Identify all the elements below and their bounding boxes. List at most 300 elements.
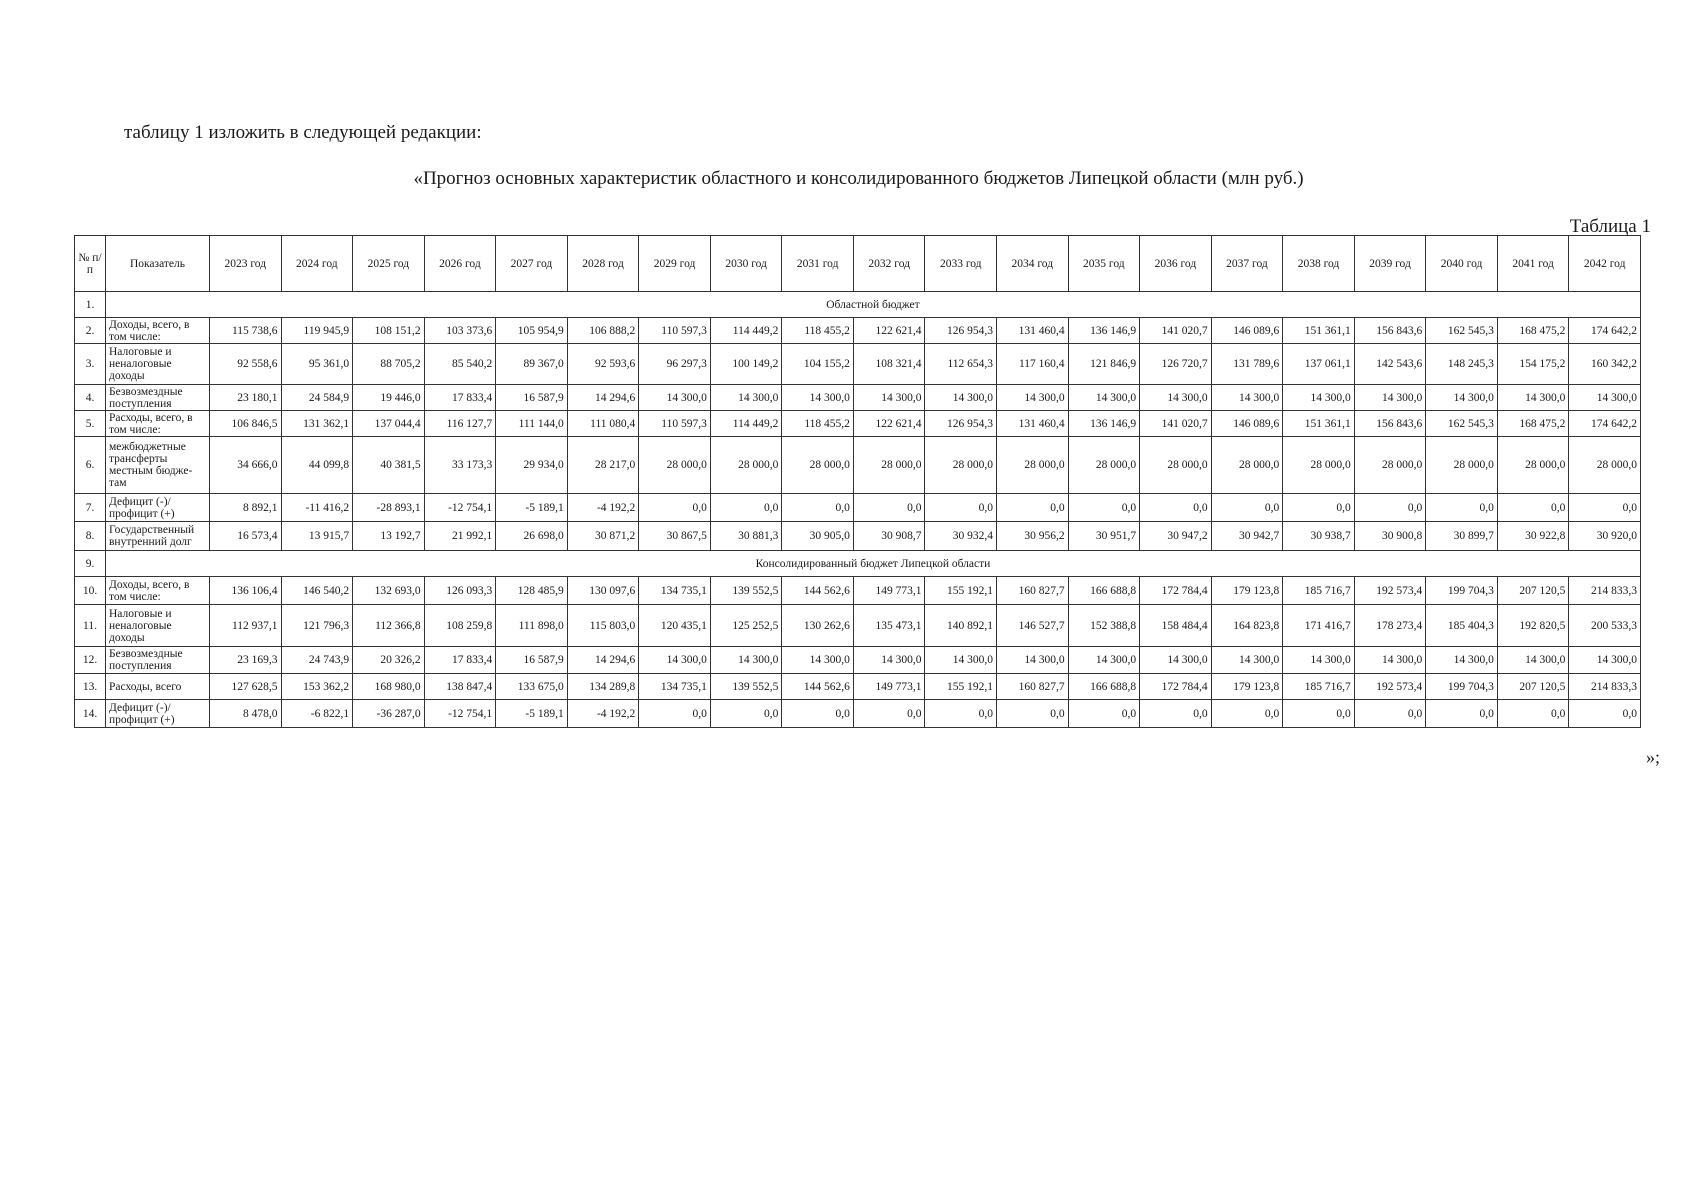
value-cell: 0,0	[782, 700, 854, 728]
value-cell: 0,0	[1140, 700, 1212, 728]
forecast-table-container	[74, 235, 1640, 728]
value-cell: -12 754,1	[424, 700, 496, 728]
value-cell: 14 300,0	[1283, 385, 1355, 411]
value-cell: 17 833,4	[424, 647, 496, 674]
header-year: 2029 год	[639, 236, 711, 292]
value-cell: 0,0	[1068, 700, 1140, 728]
value-cell: 14 300,0	[853, 385, 925, 411]
value-cell: 156 843,6	[1354, 318, 1426, 344]
row-index: 11.	[75, 605, 106, 647]
value-cell: -11 416,2	[281, 494, 353, 522]
value-cell: 33 173,3	[424, 437, 496, 494]
table-label: Таблица 1	[1569, 216, 1651, 237]
value-cell: -4 192,2	[567, 494, 639, 522]
value-cell: 160 827,7	[997, 577, 1069, 605]
value-cell: 185 404,3	[1426, 605, 1498, 647]
value-cell: 134 735,1	[639, 577, 711, 605]
value-cell: 14 300,0	[925, 385, 997, 411]
value-cell: 174 642,2	[1569, 318, 1641, 344]
value-cell: -12 754,1	[424, 494, 496, 522]
value-cell: 207 120,5	[1497, 577, 1569, 605]
value-cell: 172 784,4	[1140, 577, 1212, 605]
value-cell: 214 833,3	[1569, 674, 1641, 700]
value-cell: 30 942,7	[1211, 522, 1283, 551]
header-year: 2028 год	[567, 236, 639, 292]
value-cell: 28 000,0	[710, 437, 782, 494]
table-row	[75, 647, 1641, 674]
row-index: 10.	[75, 577, 106, 605]
document-title: «Прогноз основных характеристик областного и консолидированного бюджетов Липецкой области (млн руб.)	[413, 168, 1304, 189]
value-cell: -4 192,2	[567, 700, 639, 728]
value-cell: -6 822,1	[281, 700, 353, 728]
value-cell: 14 300,0	[1354, 647, 1426, 674]
value-cell: 0,0	[1497, 700, 1569, 728]
value-cell: 153 362,2	[281, 674, 353, 700]
value-cell: 14 300,0	[853, 647, 925, 674]
value-cell: 0,0	[1283, 494, 1355, 522]
value-cell: 151 361,1	[1283, 411, 1355, 437]
section-row	[75, 292, 1641, 318]
row-index: 5.	[75, 411, 106, 437]
value-cell: 174 642,2	[1569, 411, 1641, 437]
value-cell: 146 089,6	[1211, 318, 1283, 344]
value-cell: 122 621,4	[853, 318, 925, 344]
value-cell: 116 127,7	[424, 411, 496, 437]
value-cell: 146 540,2	[281, 577, 353, 605]
value-cell: 14 300,0	[1068, 647, 1140, 674]
value-cell: 121 796,3	[281, 605, 353, 647]
value-cell: 8 478,0	[210, 700, 282, 728]
value-cell: 141 020,7	[1140, 318, 1212, 344]
value-cell: 92 558,6	[210, 344, 282, 385]
value-cell: 30 956,2	[997, 522, 1069, 551]
value-cell: 0,0	[997, 494, 1069, 522]
value-cell: -36 287,0	[353, 700, 425, 728]
table-row	[75, 700, 1641, 728]
value-cell: 122 621,4	[853, 411, 925, 437]
value-cell: 117 160,4	[997, 344, 1069, 385]
value-cell: 0,0	[853, 494, 925, 522]
row-label: Налоговые и неналоговые доходы	[106, 344, 210, 385]
row-label: Расходы, всего, в том числе:	[106, 411, 210, 437]
value-cell: 131 789,6	[1211, 344, 1283, 385]
value-cell: 131 460,4	[997, 411, 1069, 437]
value-cell: 160 342,2	[1569, 344, 1641, 385]
value-cell: 19 446,0	[353, 385, 425, 411]
value-cell: 149 773,1	[853, 577, 925, 605]
value-cell: 185 716,7	[1283, 577, 1355, 605]
value-cell: 30 932,4	[925, 522, 997, 551]
value-cell: 158 484,4	[1140, 605, 1212, 647]
row-index: 14.	[75, 700, 106, 728]
value-cell: 24 584,9	[281, 385, 353, 411]
value-cell: 135 473,1	[853, 605, 925, 647]
header-year: 2027 год	[496, 236, 568, 292]
value-cell: 126 720,7	[1140, 344, 1212, 385]
row-label: Доходы, всего, в том числе:	[106, 577, 210, 605]
value-cell: 0,0	[1283, 700, 1355, 728]
value-cell: 152 388,8	[1068, 605, 1140, 647]
value-cell: 136 146,9	[1068, 318, 1140, 344]
value-cell: 192 573,4	[1354, 577, 1426, 605]
value-cell: 28 000,0	[782, 437, 854, 494]
value-cell: 149 773,1	[853, 674, 925, 700]
value-cell: 114 449,2	[710, 318, 782, 344]
value-cell: 0,0	[853, 700, 925, 728]
value-cell: 140 892,1	[925, 605, 997, 647]
intro-text: таблицу 1 изложить в следующей редакции:	[124, 122, 482, 143]
value-cell: 30 920,0	[1569, 522, 1641, 551]
header-year: 2040 год	[1426, 236, 1498, 292]
header-year: 2023 год	[210, 236, 282, 292]
header-year: 2032 год	[853, 236, 925, 292]
value-cell: 0,0	[925, 700, 997, 728]
value-cell: 16 573,4	[210, 522, 282, 551]
value-cell: 112 937,1	[210, 605, 282, 647]
value-cell: 162 545,3	[1426, 318, 1498, 344]
value-cell: 146 089,6	[1211, 411, 1283, 437]
value-cell: 166 688,8	[1068, 577, 1140, 605]
value-cell: 137 044,4	[353, 411, 425, 437]
value-cell: 178 273,4	[1354, 605, 1426, 647]
value-cell: 0,0	[1354, 494, 1426, 522]
value-cell: 30 881,3	[710, 522, 782, 551]
table-row	[75, 674, 1641, 700]
value-cell: 28 217,0	[567, 437, 639, 494]
value-cell: 0,0	[1426, 494, 1498, 522]
value-cell: 14 294,6	[567, 385, 639, 411]
value-cell: 115 803,0	[567, 605, 639, 647]
value-cell: 136 146,9	[1068, 411, 1140, 437]
value-cell: 40 381,5	[353, 437, 425, 494]
value-cell: 192 573,4	[1354, 674, 1426, 700]
value-cell: 0,0	[710, 494, 782, 522]
value-cell: 120 435,1	[639, 605, 711, 647]
value-cell: 28 000,0	[997, 437, 1069, 494]
value-cell: 30 908,7	[853, 522, 925, 551]
value-cell: 134 735,1	[639, 674, 711, 700]
value-cell: 126 954,3	[925, 318, 997, 344]
row-index: 13.	[75, 674, 106, 700]
closing-quote: »;	[1646, 747, 1661, 767]
value-cell: 85 540,2	[424, 344, 496, 385]
value-cell: 14 300,0	[1569, 647, 1641, 674]
value-cell: 14 300,0	[782, 647, 854, 674]
value-cell: -5 189,1	[496, 700, 568, 728]
row-index: 1.	[75, 292, 106, 318]
value-cell: 118 455,2	[782, 411, 854, 437]
value-cell: 28 000,0	[1211, 437, 1283, 494]
value-cell: 21 992,1	[424, 522, 496, 551]
value-cell: 160 827,7	[997, 674, 1069, 700]
row-index: 8.	[75, 522, 106, 551]
value-cell: 121 846,9	[1068, 344, 1140, 385]
value-cell: 14 300,0	[1140, 385, 1212, 411]
value-cell: 125 252,5	[710, 605, 782, 647]
header-year: 2033 год	[925, 236, 997, 292]
value-cell: 13 915,7	[281, 522, 353, 551]
value-cell: 30 951,7	[1068, 522, 1140, 551]
value-cell: 207 120,5	[1497, 674, 1569, 700]
value-cell: 14 300,0	[1354, 385, 1426, 411]
value-cell: 139 552,5	[710, 674, 782, 700]
row-label: Безвозмездные поступления	[106, 647, 210, 674]
value-cell: 28 000,0	[1140, 437, 1212, 494]
value-cell: 111 144,0	[496, 411, 568, 437]
value-cell: 126 093,3	[424, 577, 496, 605]
section-row	[75, 551, 1641, 577]
value-cell: 14 300,0	[639, 385, 711, 411]
value-cell: 92 593,6	[567, 344, 639, 385]
value-cell: 16 587,9	[496, 647, 568, 674]
row-index: 12.	[75, 647, 106, 674]
value-cell: 16 587,9	[496, 385, 568, 411]
value-cell: 111 080,4	[567, 411, 639, 437]
value-cell: 14 300,0	[710, 385, 782, 411]
table-row	[75, 411, 1641, 437]
value-cell: 131 460,4	[997, 318, 1069, 344]
value-cell: 0,0	[639, 494, 711, 522]
value-cell: 199 704,3	[1426, 577, 1498, 605]
value-cell: 155 192,1	[925, 577, 997, 605]
value-cell: 96 297,3	[639, 344, 711, 385]
value-cell: 115 738,6	[210, 318, 282, 344]
value-cell: 30 947,2	[1140, 522, 1212, 551]
value-cell: 0,0	[639, 700, 711, 728]
value-cell: 0,0	[1211, 700, 1283, 728]
value-cell: 114 449,2	[710, 411, 782, 437]
value-cell: 14 300,0	[1283, 647, 1355, 674]
value-cell: 162 545,3	[1426, 411, 1498, 437]
value-cell: 29 934,0	[496, 437, 568, 494]
value-cell: 106 888,2	[567, 318, 639, 344]
value-cell: 0,0	[1569, 700, 1641, 728]
value-cell: 171 416,7	[1283, 605, 1355, 647]
table-row	[75, 318, 1641, 344]
row-index: 9.	[75, 551, 106, 577]
value-cell: 30 922,8	[1497, 522, 1569, 551]
value-cell: 0,0	[710, 700, 782, 728]
value-cell: 104 155,2	[782, 344, 854, 385]
value-cell: 146 527,7	[997, 605, 1069, 647]
value-cell: 172 784,4	[1140, 674, 1212, 700]
table-row	[75, 344, 1641, 385]
row-label: межбюджетные трансферты местным бюдже-там	[106, 437, 210, 494]
header-year: 2036 год	[1140, 236, 1212, 292]
value-cell: 28 000,0	[1354, 437, 1426, 494]
value-cell: 168 980,0	[353, 674, 425, 700]
table-row	[75, 605, 1641, 647]
value-cell: 14 300,0	[710, 647, 782, 674]
row-label: Дефицит (-)/ профицит (+)	[106, 494, 210, 522]
value-cell: 23 169,3	[210, 647, 282, 674]
header-year: 2039 год	[1354, 236, 1426, 292]
table-header-row	[75, 236, 1641, 292]
value-cell: 148 245,3	[1426, 344, 1498, 385]
value-cell: 0,0	[1211, 494, 1283, 522]
table-row	[75, 577, 1641, 605]
value-cell: 14 300,0	[1569, 385, 1641, 411]
value-cell: 0,0	[925, 494, 997, 522]
value-cell: 0,0	[997, 700, 1069, 728]
value-cell: 20 326,2	[353, 647, 425, 674]
value-cell: 179 123,8	[1211, 674, 1283, 700]
value-cell: 128 485,9	[496, 577, 568, 605]
value-cell: 200 533,3	[1569, 605, 1641, 647]
value-cell: 168 475,2	[1497, 411, 1569, 437]
value-cell: 133 675,0	[496, 674, 568, 700]
value-cell: 108 321,4	[853, 344, 925, 385]
value-cell: 23 180,1	[210, 385, 282, 411]
value-cell: 14 294,6	[567, 647, 639, 674]
value-cell: 0,0	[1354, 700, 1426, 728]
value-cell: 112 366,8	[353, 605, 425, 647]
value-cell: 14 300,0	[997, 385, 1069, 411]
value-cell: 156 843,6	[1354, 411, 1426, 437]
table-row	[75, 494, 1641, 522]
value-cell: 110 597,3	[639, 318, 711, 344]
value-cell: 118 455,2	[782, 318, 854, 344]
value-cell: 131 362,1	[281, 411, 353, 437]
row-label: Дефицит (-)/ профицит (+)	[106, 700, 210, 728]
value-cell: 136 106,4	[210, 577, 282, 605]
header-year: 2025 год	[353, 236, 425, 292]
value-cell: 89 367,0	[496, 344, 568, 385]
value-cell: 137 061,1	[1283, 344, 1355, 385]
value-cell: 179 123,8	[1211, 577, 1283, 605]
value-cell: 17 833,4	[424, 385, 496, 411]
value-cell: 14 300,0	[925, 647, 997, 674]
value-cell: 192 820,5	[1497, 605, 1569, 647]
value-cell: 105 954,9	[496, 318, 568, 344]
row-index: 2.	[75, 318, 106, 344]
header-year: 2024 год	[281, 236, 353, 292]
section-title: Областной бюджет	[106, 292, 1641, 318]
value-cell: 0,0	[1140, 494, 1212, 522]
value-cell: 199 704,3	[1426, 674, 1498, 700]
value-cell: 0,0	[782, 494, 854, 522]
value-cell: -28 893,1	[353, 494, 425, 522]
value-cell: 14 300,0	[1211, 385, 1283, 411]
row-index: 3.	[75, 344, 106, 385]
value-cell: 14 300,0	[1140, 647, 1212, 674]
value-cell: 30 899,7	[1426, 522, 1498, 551]
value-cell: 108 151,2	[353, 318, 425, 344]
value-cell: 155 192,1	[925, 674, 997, 700]
value-cell: 132 693,0	[353, 577, 425, 605]
header-year: 2041 год	[1497, 236, 1569, 292]
value-cell: 0,0	[1497, 494, 1569, 522]
value-cell: 185 716,7	[1283, 674, 1355, 700]
value-cell: 14 300,0	[1426, 647, 1498, 674]
value-cell: 134 289,8	[567, 674, 639, 700]
value-cell: 8 892,1	[210, 494, 282, 522]
value-cell: 127 628,5	[210, 674, 282, 700]
value-cell: 28 000,0	[1283, 437, 1355, 494]
value-cell: 28 000,0	[639, 437, 711, 494]
value-cell: 28 000,0	[1497, 437, 1569, 494]
value-cell: 142 543,6	[1354, 344, 1426, 385]
value-cell: 28 000,0	[925, 437, 997, 494]
header-year: 2034 год	[997, 236, 1069, 292]
table-row	[75, 385, 1641, 411]
value-cell: 0,0	[1569, 494, 1641, 522]
row-label: Доходы, всего, в том числе:	[106, 318, 210, 344]
value-cell: 139 552,5	[710, 577, 782, 605]
value-cell: 126 954,3	[925, 411, 997, 437]
row-label: Расходы, всего	[106, 674, 210, 700]
value-cell: 14 300,0	[639, 647, 711, 674]
value-cell: 168 475,2	[1497, 318, 1569, 344]
value-cell: 141 020,7	[1140, 411, 1212, 437]
row-label: Безвозмездные поступления	[106, 385, 210, 411]
value-cell: 106 846,5	[210, 411, 282, 437]
value-cell: -5 189,1	[496, 494, 568, 522]
value-cell: 28 000,0	[1569, 437, 1641, 494]
header-year: 2030 год	[710, 236, 782, 292]
header-year: 2038 год	[1283, 236, 1355, 292]
value-cell: 26 698,0	[496, 522, 568, 551]
value-cell: 214 833,3	[1569, 577, 1641, 605]
value-cell: 144 562,6	[782, 674, 854, 700]
value-cell: 44 099,8	[281, 437, 353, 494]
value-cell: 144 562,6	[782, 577, 854, 605]
table-body	[75, 292, 1641, 728]
value-cell: 166 688,8	[1068, 674, 1140, 700]
value-cell: 34 666,0	[210, 437, 282, 494]
value-cell: 28 000,0	[1426, 437, 1498, 494]
value-cell: 30 905,0	[782, 522, 854, 551]
value-cell: 138 847,4	[424, 674, 496, 700]
value-cell: 30 871,2	[567, 522, 639, 551]
value-cell: 14 300,0	[1497, 647, 1569, 674]
header-year: 2037 год	[1211, 236, 1283, 292]
value-cell: 30 867,5	[639, 522, 711, 551]
value-cell: 14 300,0	[1497, 385, 1569, 411]
header-index: № п/п	[75, 236, 106, 292]
row-label: Налоговые и неналоговые доходы	[106, 605, 210, 647]
value-cell: 0,0	[1426, 700, 1498, 728]
value-cell: 100 149,2	[710, 344, 782, 385]
header-indicator: Показатель	[106, 236, 210, 292]
row-index: 6.	[75, 437, 106, 494]
row-label: Государственный внутренний долг	[106, 522, 210, 551]
value-cell: 119 945,9	[281, 318, 353, 344]
value-cell: 24 743,9	[281, 647, 353, 674]
forecast-table	[74, 235, 1641, 728]
value-cell: 108 259,8	[424, 605, 496, 647]
value-cell: 130 097,6	[567, 577, 639, 605]
header-year: 2035 год	[1068, 236, 1140, 292]
value-cell: 164 823,8	[1211, 605, 1283, 647]
value-cell: 13 192,7	[353, 522, 425, 551]
header-year: 2031 год	[782, 236, 854, 292]
section-title: Консолидированный бюджет Липецкой области	[106, 551, 1641, 577]
value-cell: 0,0	[1068, 494, 1140, 522]
row-index: 7.	[75, 494, 106, 522]
value-cell: 30 938,7	[1283, 522, 1355, 551]
value-cell: 95 361,0	[281, 344, 353, 385]
value-cell: 103 373,6	[424, 318, 496, 344]
value-cell: 154 175,2	[1497, 344, 1569, 385]
value-cell: 30 900,8	[1354, 522, 1426, 551]
header-year: 2026 год	[424, 236, 496, 292]
value-cell: 14 300,0	[997, 647, 1069, 674]
header-year: 2042 год	[1569, 236, 1641, 292]
value-cell: 28 000,0	[1068, 437, 1140, 494]
value-cell: 112 654,3	[925, 344, 997, 385]
value-cell: 28 000,0	[853, 437, 925, 494]
